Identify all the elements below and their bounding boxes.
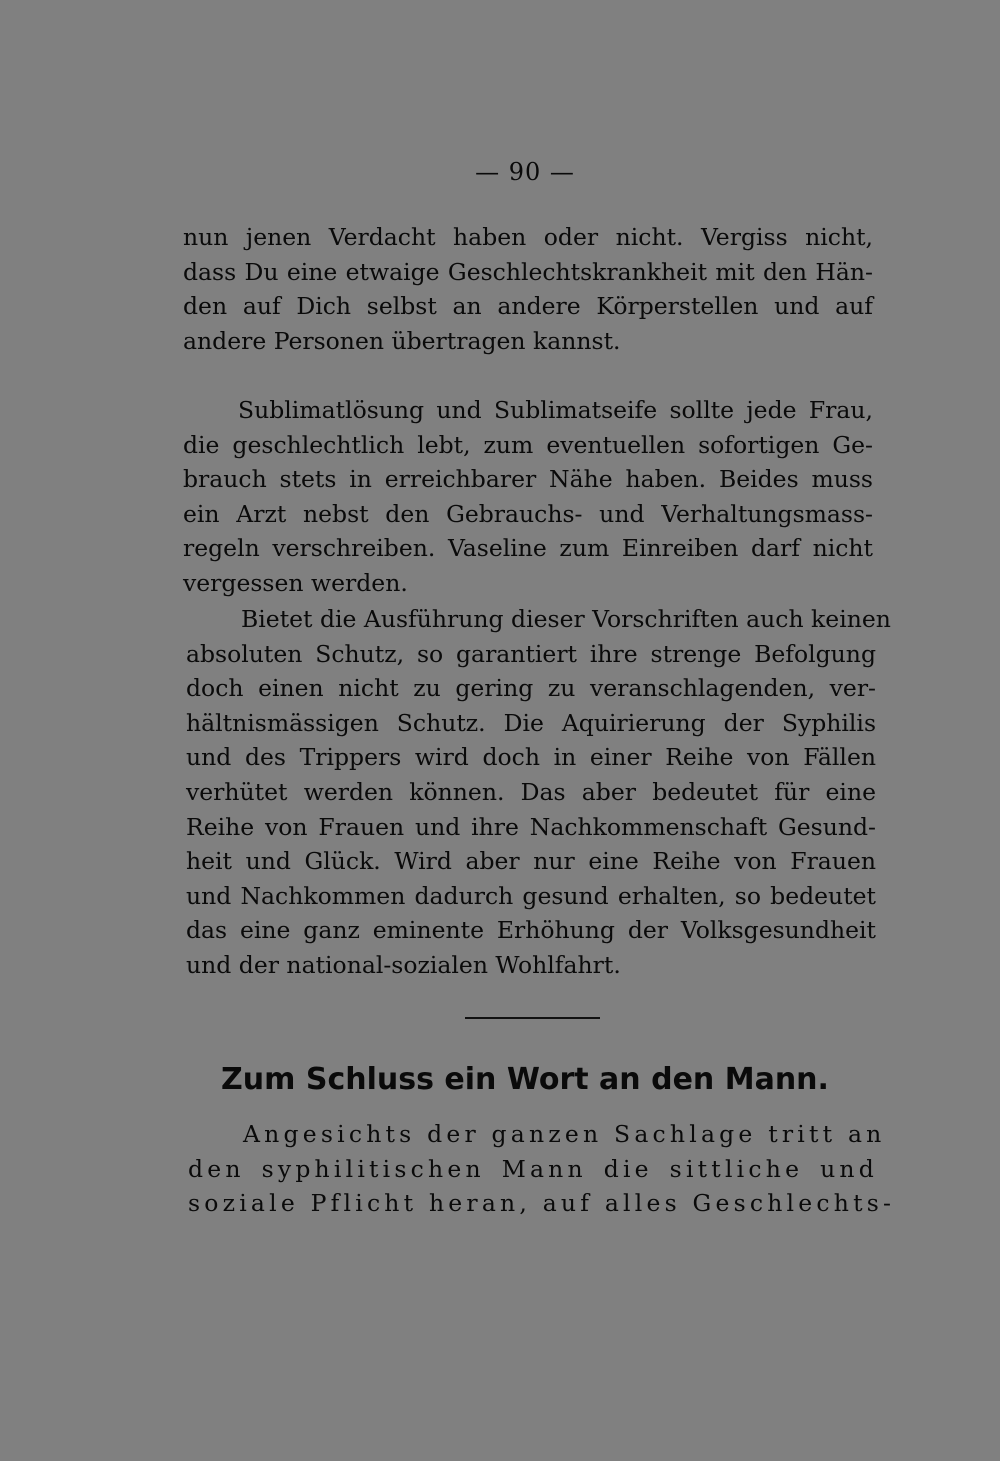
text-line: nun jenen Verdacht haben oder nicht. Vergiss nicht, xyxy=(183,223,873,251)
text-line: heit und Glück. Wird aber nur eine Reihe von Frauen xyxy=(186,847,876,876)
paragraph-2 xyxy=(183,393,873,601)
text-line: verhütet werden können. Das aber bedeutet für eine xyxy=(186,777,876,806)
text-line: Bietet die Ausführung dieser Vorschriften auch keinen xyxy=(241,605,891,633)
text-line: absoluten Schutz, so garantiert ihre strenge Befolgung xyxy=(186,639,876,668)
section-heading: Zum Schluss ein Wort an den Mann. xyxy=(221,1062,829,1097)
paragraph-4 xyxy=(188,1117,896,1221)
text-line: Reihe von Frauen und ihre Nachkommenschaft Gesund- xyxy=(186,812,876,841)
text-line: Sublimatlösung und Sublimatseife sollte jede Frau, xyxy=(238,396,873,424)
text-line: ein Arzt nebst den Gebrauchs- und Verhaltungsmass- xyxy=(183,499,873,528)
text-line: die geschlechtlich lebt, zum eventuellen sofortigen Ge- xyxy=(183,430,873,459)
text-line: regeln verschreiben. Vaseline zum Einreiben darf nicht xyxy=(183,534,873,563)
text-line: hältnismässigen Schutz. Die Aquirierung der Syphilis xyxy=(186,708,876,737)
text-line: und des Trippers wird doch in einer Reihe von Fällen xyxy=(186,743,876,772)
text-line: den syphilitischen Mann die sittliche und xyxy=(188,1154,878,1183)
text-line: andere Personen übertragen kannst. xyxy=(183,326,621,355)
page-number: — 90 — xyxy=(475,158,575,186)
text-line: und Nachkommen dadurch gesund erhalten, so bedeutet xyxy=(186,881,876,910)
text-line: brauch stets in erreichbarer Nähe haben. Beides muss xyxy=(183,465,873,494)
text-line: das eine ganz eminente Erhöhung der Volksgesundheit xyxy=(186,916,876,945)
paragraph-3 xyxy=(186,602,891,983)
text-line: und der national-sozialen Wohlfahrt. xyxy=(186,950,621,979)
paragraph-1 xyxy=(183,220,873,358)
text-line: den auf Dich selbst an andere Körperstellen und auf xyxy=(183,292,873,321)
text-line: doch einen nicht zu gering zu veranschlagenden, ver- xyxy=(186,674,876,703)
text-line: Angesichts der ganzen Sachlage tritt an xyxy=(243,1120,886,1148)
text-line: dass Du eine etwaige Geschlechtskrankheit mit den Hän- xyxy=(183,257,873,286)
text-line: vergessen werden. xyxy=(183,568,408,597)
section-divider xyxy=(465,1017,600,1019)
text-line: soziale Pflicht heran, auf alles Geschlechts- xyxy=(188,1189,896,1218)
